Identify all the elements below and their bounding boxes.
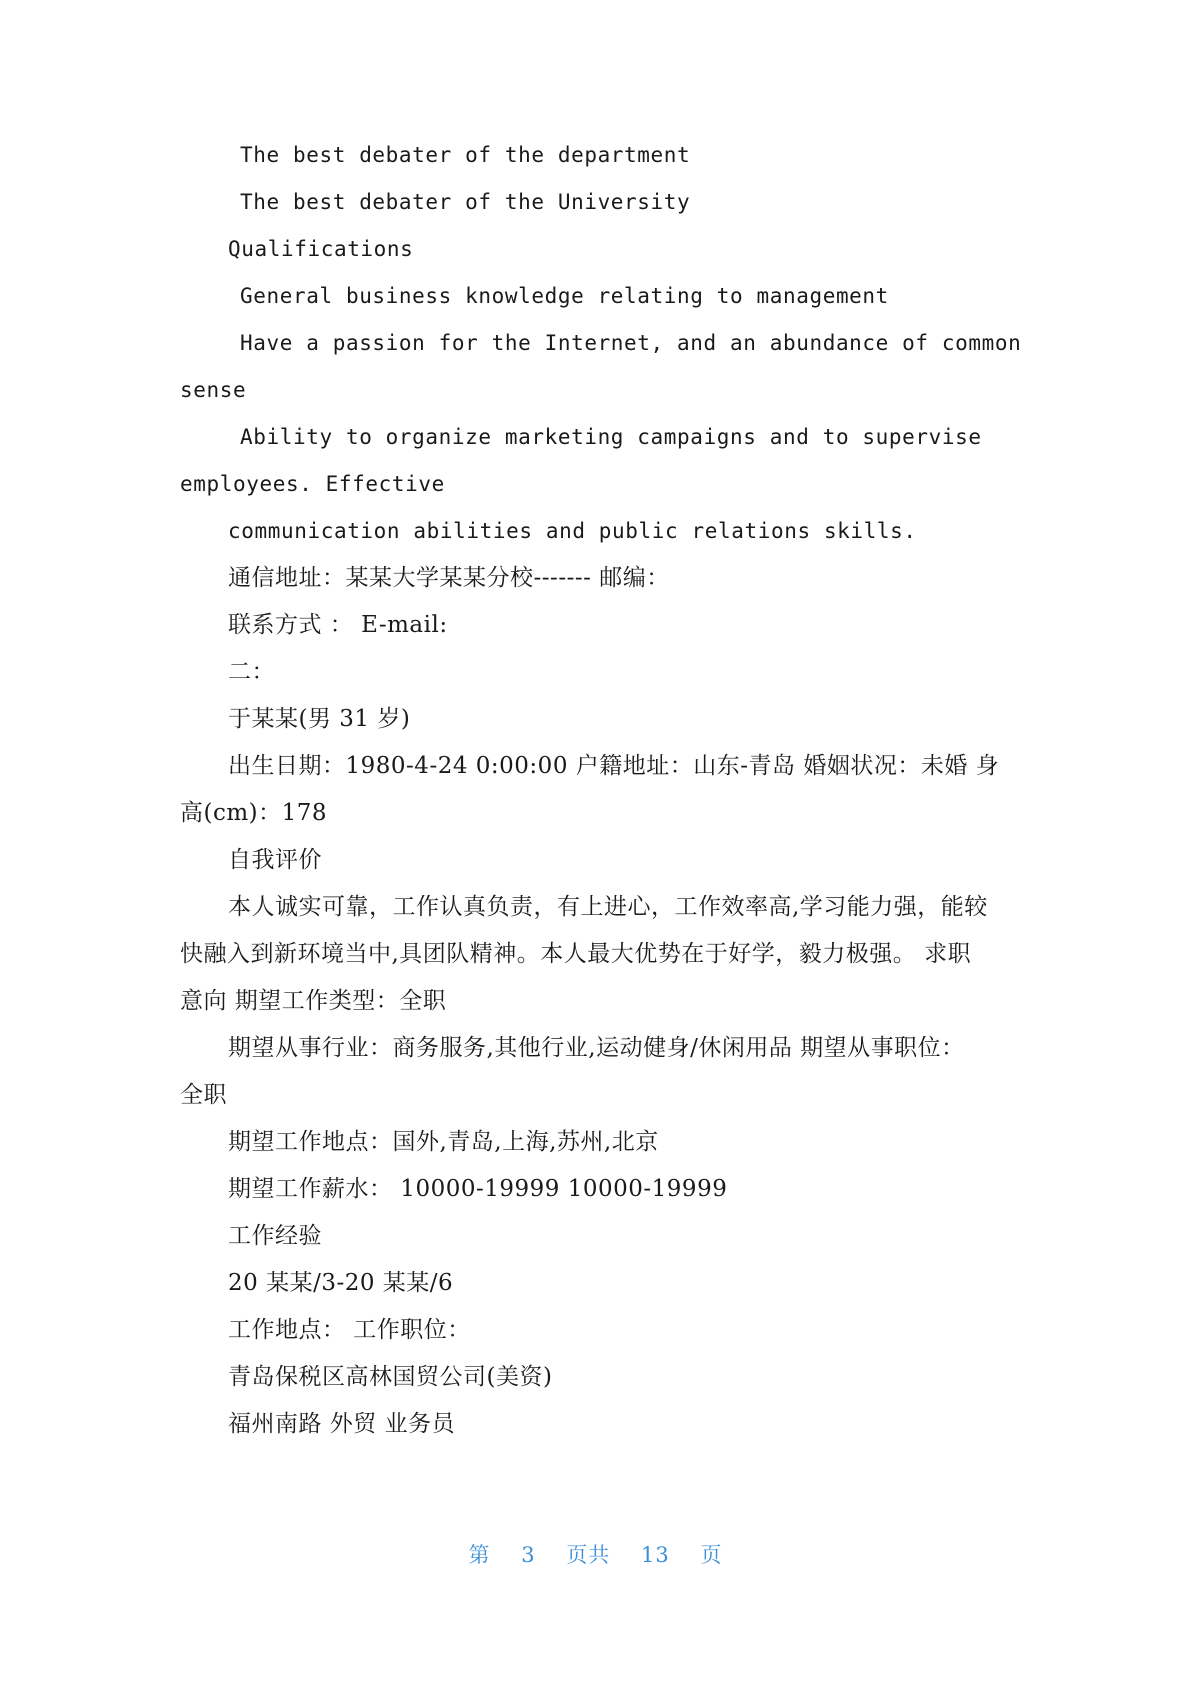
text-line: The best debater of the University — [240, 190, 691, 214]
address-line: 通信地址：某某大学某某分校------- 邮编： — [228, 565, 670, 591]
text-line: 期望从事行业：商务服务,其他行业,运动健身/休闲用品 期望从事职位： — [228, 1035, 965, 1061]
text-line: 青岛保税区高林国贸公司(美资) — [228, 1364, 553, 1390]
text-line: communication abilities and public relations skills. — [228, 519, 917, 543]
current-page-number: 3 — [521, 1543, 536, 1567]
text-line: sense — [180, 378, 247, 402]
text-line: Have a passion for the Internet, and an abundance of common — [240, 331, 1022, 355]
text-line: 期望工作薪水： 10000-19999 10000-19999 — [228, 1176, 728, 1202]
text-line: 高(cm)：178 — [180, 800, 328, 826]
candidate-name: 于某某(男 31 岁) — [228, 706, 411, 732]
text-line: 快融入到新环境当中,具团队精神。本人最大优势在于好学，毅力极强。 求职 — [180, 941, 972, 967]
footer-middle: 页共 — [566, 1543, 611, 1567]
text-line: 福州南路 外贸 业务员 — [228, 1411, 456, 1437]
section-number: 二： — [228, 659, 275, 685]
text-line: 期望工作地点：国外,青岛,上海,苏州,北京 — [228, 1129, 659, 1155]
section-heading: 自我评价 — [228, 847, 322, 873]
text-line: The best debater of the department — [240, 143, 691, 167]
total-page-count: 13 — [641, 1543, 670, 1567]
footer-prefix: 第 — [468, 1543, 491, 1567]
text-line: 本人诚实可靠，工作认真负责，有上进心，工作效率高,学习能力强，能较 — [228, 894, 988, 920]
footer-suffix: 页 — [700, 1543, 723, 1567]
page-footer — [0, 1539, 1191, 1569]
text-line: 出生日期：1980-4-24 0:00:00 户籍地址：山东-青岛 婚姻状况：未婚 身 — [228, 753, 1000, 779]
text-line: General business knowledge relating to management — [240, 284, 889, 308]
section-heading: Qualifications — [228, 237, 414, 261]
text-line: employees. Effective — [180, 472, 445, 496]
text-line: 20 某某/3-20 某某/6 — [228, 1270, 454, 1296]
text-line: 意向 期望工作类型：全职 — [180, 988, 447, 1014]
contact-line: 联系方式 ： E-mail: — [228, 612, 448, 638]
section-heading: 工作经验 — [228, 1223, 322, 1249]
text-line: Ability to organize marketing campaigns and to supervise — [240, 425, 982, 449]
text-line: 工作地点： 工作职位： — [228, 1317, 471, 1343]
text-line: 全职 — [180, 1082, 227, 1108]
